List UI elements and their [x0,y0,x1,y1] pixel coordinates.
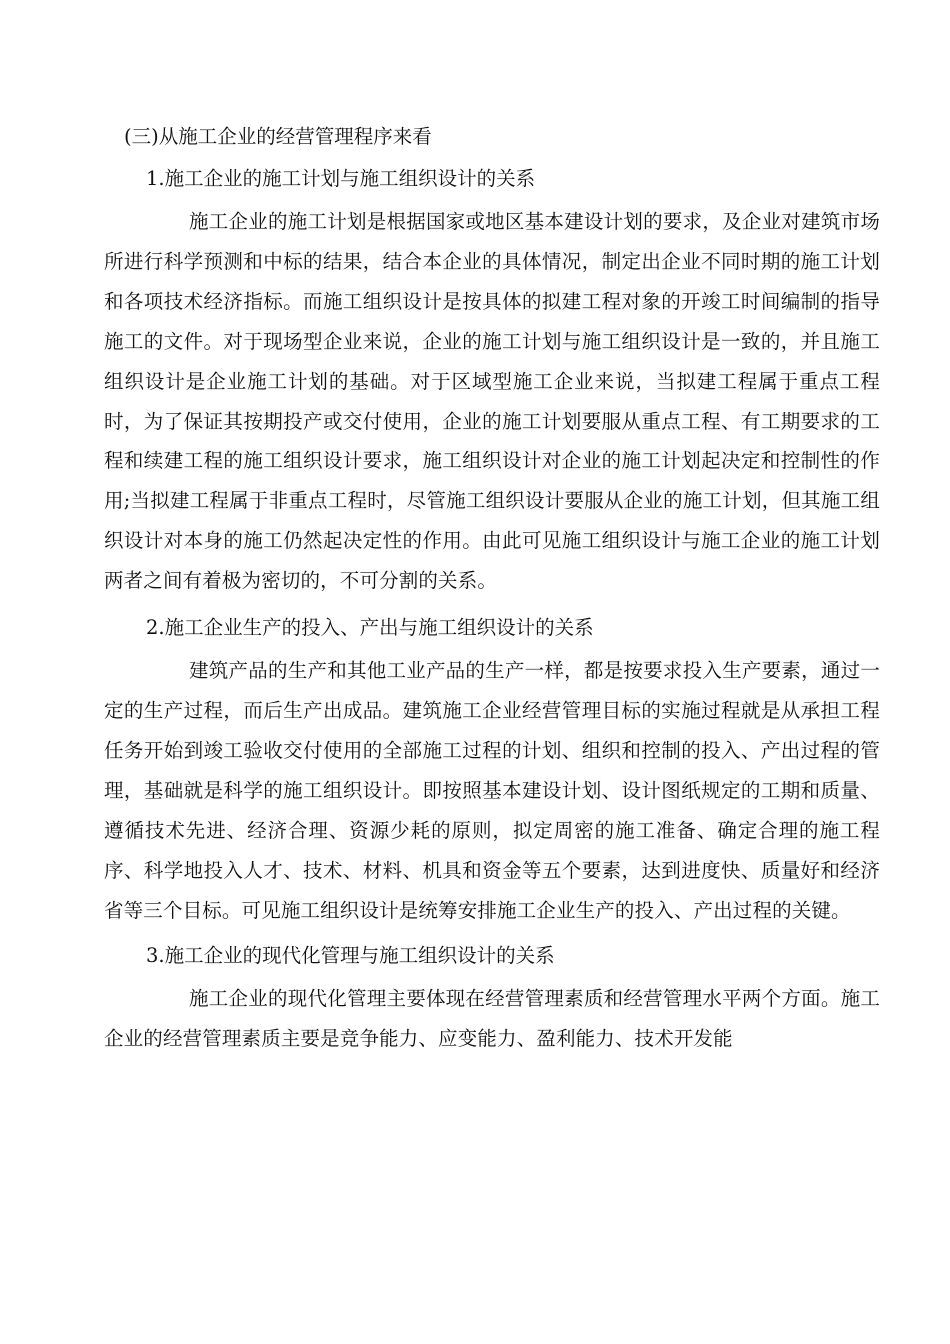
subsection-2-paragraph: 建筑产品的生产和其他工业产品的生产一样，都是按要求投入生产要素，通过一定的生产过程，而后生产出成品。建筑施工企业经营管理目标的实施过程就是从承担工程任务开始到竣工验收交付使用的全部施工过程的计划、组织和控制的投入、产出过程的管理，基础就是科学的施工组织设计。即按照基本建设计划、设计图纸规定的工期和质量、遵循技术先进、经济合理、资源少耗的原则，拟定周密的施工准备、确定合理的施工程序、科学地投入人才、技术、材料、机具和资金等五个要素，达到进度快、质量好和经济省等三个目标。可见施工组织设计是统筹安排施工企业生产的投入、产出过程的关键。 [104,659,880,922]
subsection-1-paragraph: 施工企业的施工计划是根据国家或地区基本建设计划的要求，及企业对建筑市场所进行科学预测和中标的结果，结合本企业的具体情况，制定出企业不同时期的施工计划和各项技术经济指标。而施工组织设计是按具体的拟建工程对象的开竣工时间编制的指导施工的文件。对于现场型企业来说，企业的施工计划与施工组织设计是一致的，并且施工组织设计是企业施工计划的基础。对于区域型施工企业来说，当拟建工程属于重点工程时，为了保证其按期投产或交付使用，企业的施工计划要服从重点工程、有工期要求的工程和续建工程的施工组织设计要求，施工组织设计对企业的施工计划起决定和控制性的作用;当拟建工程属于非重点工程时，尽管施工组织设计要服从企业的施工计划，但其施工组织设计对本身的施工仍然起决定性的作用。由此可见施工组织设计与施工企业的施工计划两者之间有着极为密切的，不可分割的关系。 [104,210,880,593]
document-page [104,117,880,1059]
subsection-2-heading: 2.施工企业生产的投入、产出与施工组织设计的关系 [146,616,594,640]
section-heading: (三)从施工企业的经营管理程序来看 [124,125,432,148]
subsection-3-heading: 3.施工企业的现代化管理与施工组织设计的关系 [146,944,555,968]
subsection-3-paragraph: 施工企业的现代化管理主要体现在经营管理素质和经营管理水平两个方面。施工企业的经营管理素质主要是竞争能力、应变能力、盈利能力、技术开发能 [104,987,880,1051]
subsection-1-heading: 1.施工企业的施工计划与施工组织设计的关系 [146,167,536,190]
